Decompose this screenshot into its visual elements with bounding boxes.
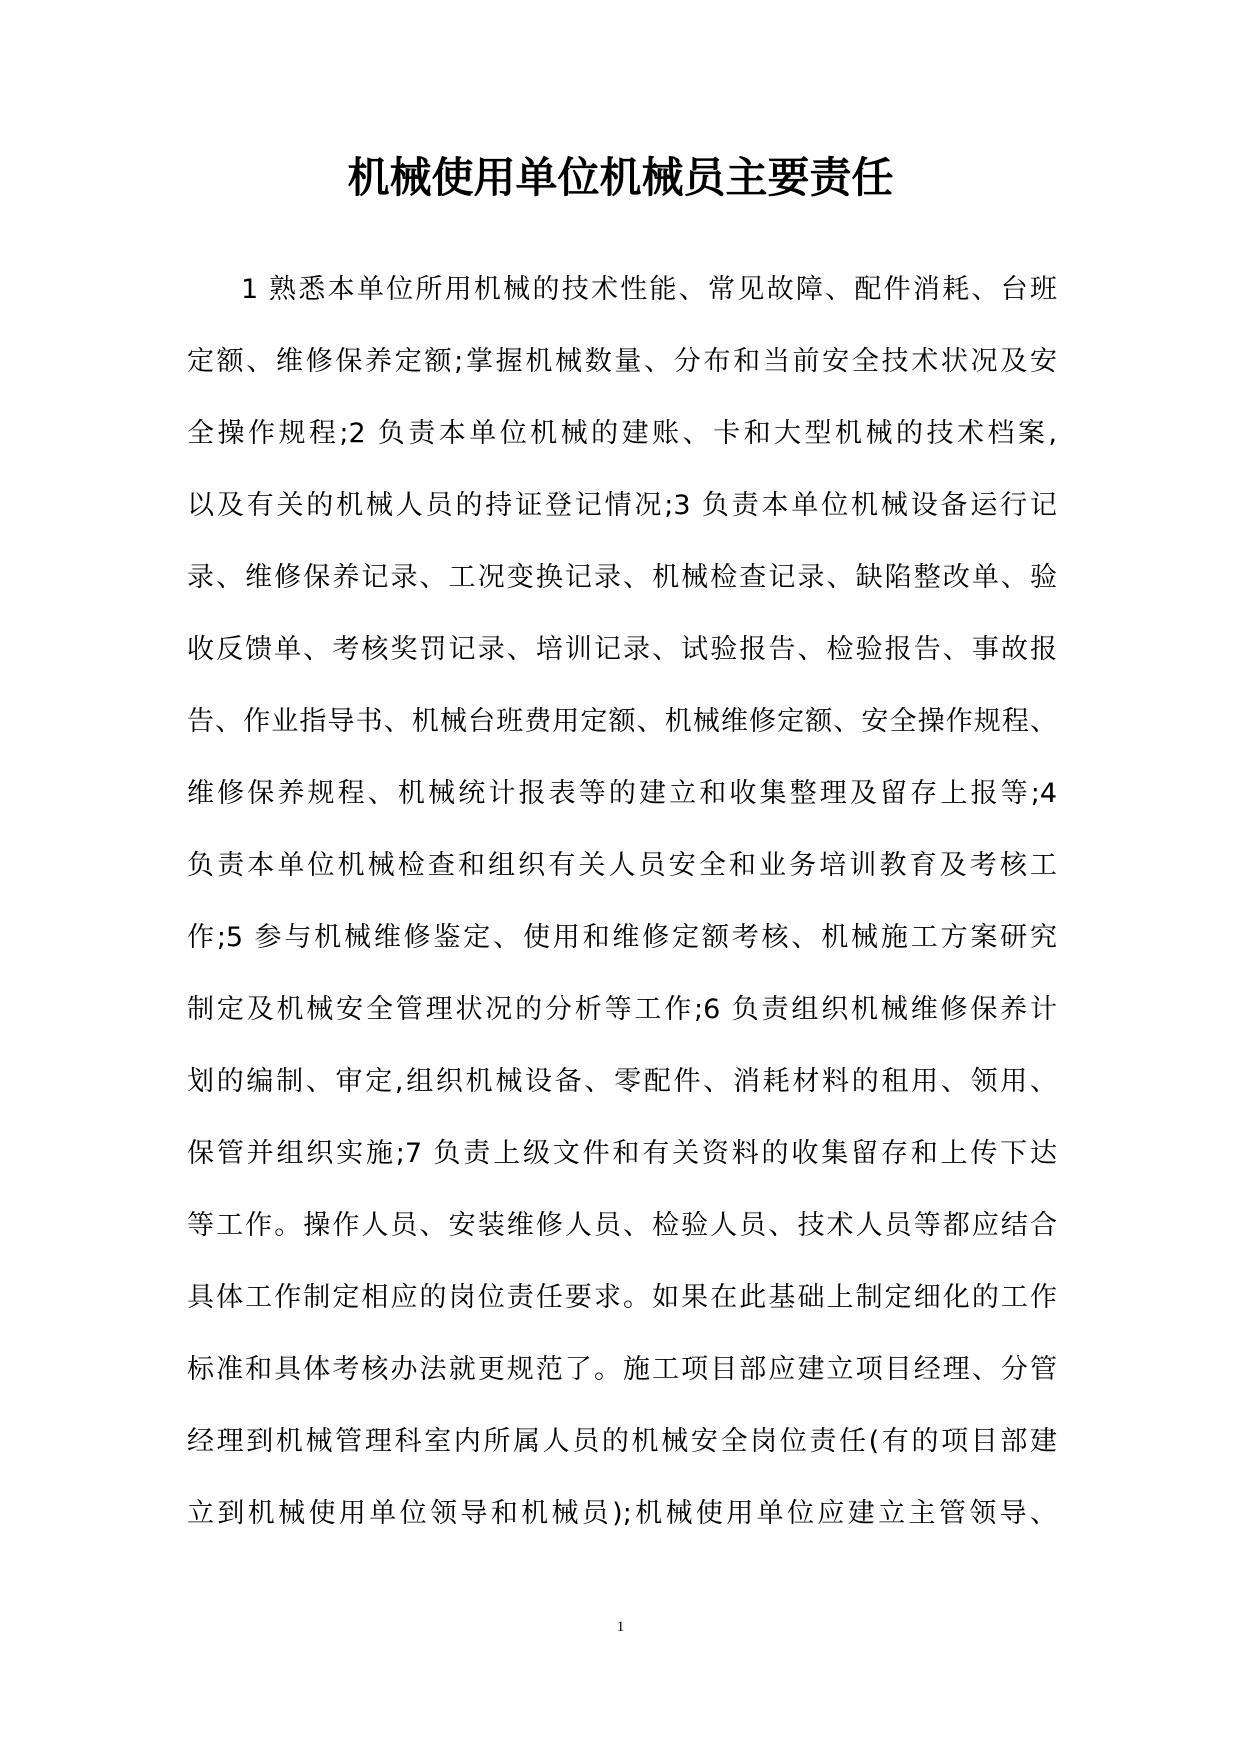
body-line: 全操作规程;2 负责本单位机械的建账、卡和大型机械的技术档案, [187, 418, 1057, 449]
body-line: 具体工作制定相应的岗位责任要求。如果在此基础上制定细化的工作 [187, 1282, 1057, 1313]
body-line: 告、作业指导书、机械台班费用定额、机械维修定额、安全操作规程、 [187, 706, 1057, 737]
body-line: 等工作。操作人员、安装维修人员、检验人员、技术人员等都应结合 [187, 1210, 1057, 1241]
body-line: 收反馈单、考核奖罚记录、培训记录、试验报告、检验报告、事故报 [187, 634, 1057, 665]
body-line: 以及有关的机械人员的持证登记情况;3 负责本单位机械设备运行记 [187, 490, 1057, 521]
document-title: 机械使用单位机械员主要责任 [347, 153, 894, 202]
body-line: 划的编制、审定,组织机械设备、零配件、消耗材料的租用、领用、 [187, 1066, 1057, 1097]
body-line: 标准和具体考核办法就更规范了。施工项目部应建立项目经理、分管 [187, 1354, 1057, 1385]
document-body [187, 254, 1057, 1550]
body-line: 定额、维修保养定额;掌握机械数量、分布和当前安全技术状况及安 [187, 346, 1057, 377]
page-number: 1 [616, 1619, 625, 1635]
body-line: 作;5 参与机械维修鉴定、使用和维修定额考核、机械施工方案研究 [187, 922, 1057, 953]
body-line: 立到机械使用单位领导和机械员);机械使用单位应建立主管领导、 [187, 1498, 1057, 1529]
body-line: 经理到机械管理科室内所属人员的机械安全岗位责任(有的项目部建 [187, 1426, 1057, 1457]
body-line: 制定及机械安全管理状况的分析等工作;6 负责组织机械维修保养计 [187, 994, 1057, 1025]
body-line: 录、维修保养记录、工况变换记录、机械检查记录、缺陷整改单、验 [187, 562, 1057, 593]
body-line: 1 熟悉本单位所用机械的技术性能、常见故障、配件消耗、台班 [241, 274, 1057, 305]
body-line: 负责本单位机械检查和组织有关人员安全和业务培训教育及考核工 [187, 850, 1057, 881]
body-line: 保管并组织实施;7 负责上级文件和有关资料的收集留存和上传下达 [187, 1138, 1057, 1169]
body-line: 维修保养规程、机械统计报表等的建立和收集整理及留存上报等;4 [187, 778, 1057, 809]
